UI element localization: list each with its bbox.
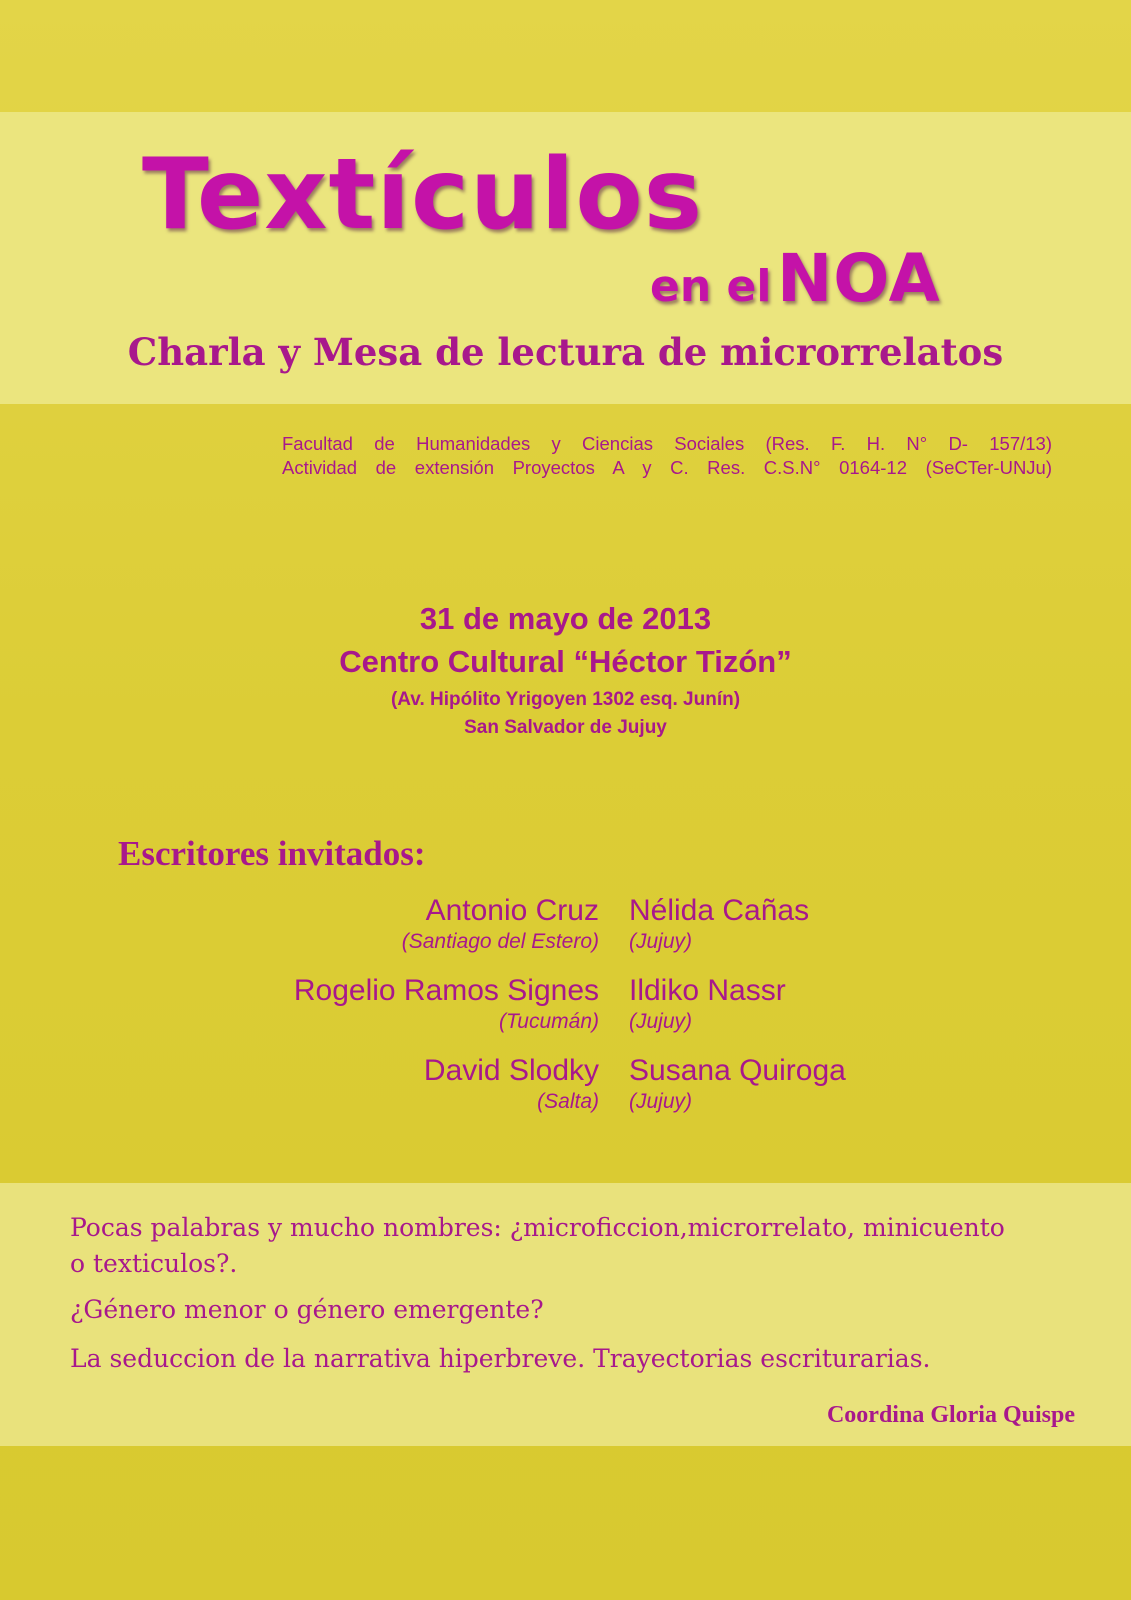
writers-heading: Escritores invitados: bbox=[118, 834, 426, 873]
question-3: La seduccion de la narrativa hiperbreve. Trayectorias escriturarias. bbox=[70, 1344, 931, 1373]
poster-title: Textículos bbox=[142, 138, 704, 252]
writer-name: Nélida Cañas bbox=[629, 894, 810, 927]
writer-origin: (Jujuy) bbox=[629, 1090, 693, 1113]
writer-name: Ildiko Nassr bbox=[629, 974, 786, 1007]
writer-origin: (Jujuy) bbox=[629, 930, 693, 953]
writer-origin: (Tucumán) bbox=[499, 1010, 599, 1033]
faculty-line-2: Actividad de extensión Proyectos A y C. Res. C.S.N° 0164-12 (SeCTer-UNJu) bbox=[282, 457, 1052, 478]
question-1-line-1: Pocas palabras y mucho nombres: ¿microficcion,microrrelato, minicuento bbox=[70, 1213, 1005, 1242]
coordinator-credit: Coordina Gloria Quispe bbox=[826, 1402, 1075, 1428]
writer-item bbox=[629, 973, 786, 1035]
event-city: San Salvador de Jujuy bbox=[464, 717, 667, 738]
writer-item bbox=[629, 1053, 846, 1115]
writer-name: David Slodky bbox=[423, 1054, 599, 1087]
writer-item bbox=[294, 973, 599, 1035]
title-noa: NOA bbox=[777, 240, 941, 317]
writer-name: Rogelio Ramos Signes bbox=[293, 974, 599, 1007]
writer-origin: (Santiago del Estero) bbox=[401, 930, 599, 953]
title-en-el: en el bbox=[650, 261, 772, 312]
faculty-line-1: Facultad de Humanidades y Ciencias Sociales (Res. F. H. N° D- 157/13) bbox=[282, 433, 1052, 454]
writer-item bbox=[424, 1053, 599, 1115]
event-info bbox=[0, 598, 1131, 742]
poster-subtitle: Charla y Mesa de lectura de microrrelatos bbox=[127, 330, 1004, 374]
writer-origin: (Salta) bbox=[537, 1090, 599, 1113]
writer-item bbox=[402, 893, 599, 955]
event-address: (Av. Hipólito Yrigoyen 1302 esq. Junín) bbox=[390, 689, 741, 710]
writer-name: Antonio Cruz bbox=[425, 894, 599, 927]
question-2: ¿Género menor o género emergente? bbox=[70, 1295, 544, 1324]
faculty-info bbox=[282, 432, 1052, 480]
question-1-line-2: o texticulos?. bbox=[70, 1249, 238, 1278]
poster-title-line2 bbox=[650, 240, 941, 317]
event-venue: Centro Cultural “Héctor Tizón” bbox=[339, 644, 792, 679]
writer-origin: (Jujuy) bbox=[629, 1010, 693, 1033]
writer-item bbox=[629, 893, 809, 955]
writer-name: Susana Quiroga bbox=[629, 1054, 846, 1087]
event-date: 31 de mayo de 2013 bbox=[419, 601, 712, 636]
